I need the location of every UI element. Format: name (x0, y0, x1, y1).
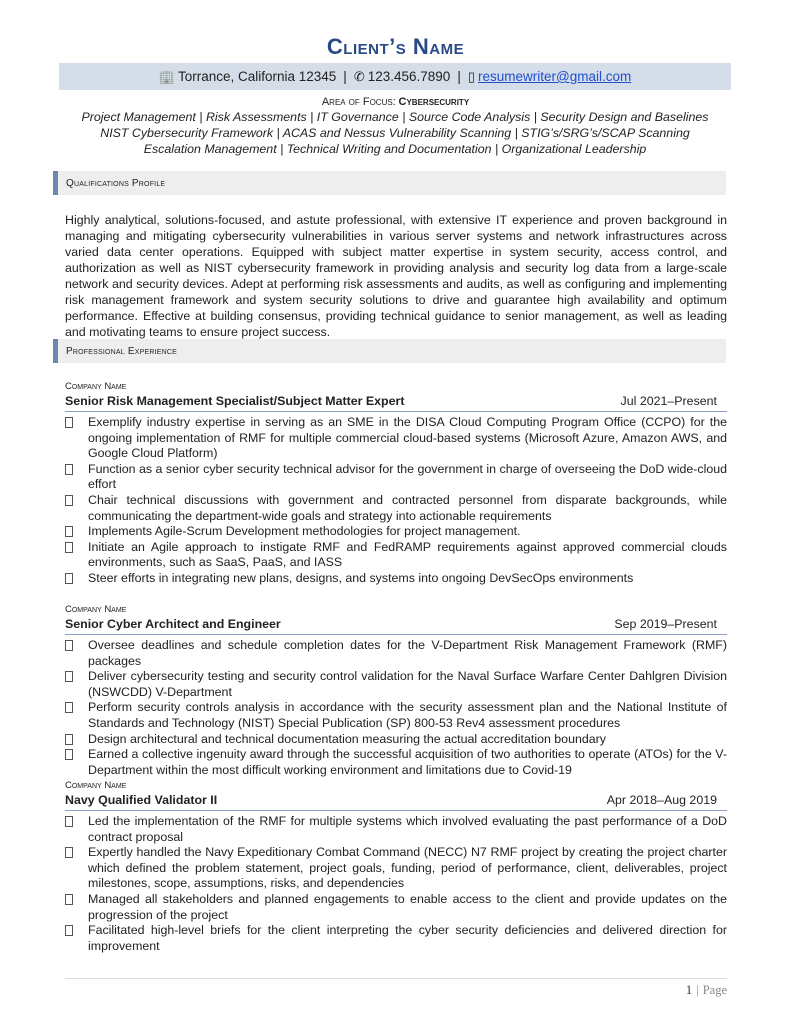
footer-separator: | (696, 983, 699, 997)
contact-separator: | (457, 69, 461, 84)
profile-summary: Highly analytical, solutions-focused, and astute professional, with extensive IT experience and proven background in managing and mitigating cybersecurity vulnerabilities in various server systems and network infrastructures across varied data center operations. Equipped with subject matter expertise in system security, access control, and authorization as well as NIST cybersecurity framework in providing analysis and security log data from a large-scale network and security devices. Adept at performing risk assessments and audits, as well as configuring and implementing risk management framework and system security solutions to drive and guarantee high availability and optimum performance. Effective at building consensus, providing technical guidance to senior management, as well as leading and motivating teams to ensure project success. (65, 213, 727, 339)
bullet-icon (65, 671, 73, 682)
list-item: Design architectural and technical documentation measuring the actual accreditation boundary (65, 732, 727, 748)
bullet-icon (65, 464, 73, 475)
list-item: Exemplify industry expertise in serving as an SME in the DISA Cloud Computing Program Office (CCPO) for the ongoing implementation of RMF for multiple commercial cloud-based systems (Microsoft Azure, Amazon AWS, and Google Cloud Platform) (65, 415, 727, 462)
list-item: Deliver cybersecurity testing and security control validation for the Naval Surface Warfare Center Dahlgren Division (NSWCDD) V-Department (65, 669, 727, 700)
list-item: Earned a collective ingenuity award through the successful acquisition of two authorities to operate (ATOs) for the V-Department within the most difficult working environment and limitations due to Covid-19 (65, 747, 727, 778)
company-name: Company Name (65, 604, 127, 615)
list-item: Expertly handled the Navy Expeditionary Combat Command (NECC) N7 RMF project by creating the project charter which defined the problem statement, project goals, funding, period of performance, client, deliverables, project milestones, scope, assumptions, risks, and dependencies (65, 845, 727, 892)
bullet-icon (65, 816, 73, 827)
job-title: Senior Risk Management Specialist/Subject Matter Expert (65, 394, 405, 408)
section-qualifications-profile (53, 171, 726, 195)
bullet-icon (65, 702, 73, 713)
job-entry (65, 780, 727, 954)
bullet-icon (65, 640, 73, 651)
page-number: 1 (685, 983, 693, 997)
job-bullets (65, 415, 727, 587)
company-name: Company Name (65, 381, 127, 392)
job-title-row (65, 793, 727, 811)
list-item: Steer efforts in integrating new plans, designs, and systems into ongoing DevSecOps environments (65, 571, 727, 587)
section-accent-bar (53, 171, 58, 195)
area-of-focus (0, 96, 791, 108)
job-dates: Jul 2021–Present (620, 394, 717, 408)
contact-bar (59, 63, 731, 90)
list-item: Function as a senior cyber security technical advisor for the government in charge of overseeing the DoD wide-cloud effort (65, 462, 727, 493)
phone-text: 123.456.7890 (367, 69, 451, 84)
job-title: Senior Cyber Architect and Engineer (65, 617, 281, 631)
list-item: Perform security controls analysis in accordance with the security assessment plan and the National Institute of Standards and Technology (NIST) Special Publication (SP) 800-53 Rev4 assessment procedures (65, 700, 727, 731)
section-professional-experience (53, 339, 726, 363)
job-entry (65, 381, 727, 587)
job-title: Navy Qualified Validator II (65, 793, 218, 807)
footer-divider (65, 978, 727, 979)
job-dates: Apr 2018–Aug 2019 (606, 793, 717, 807)
bullet-icon (65, 417, 73, 428)
list-item: Implements Agile-Scrum Development methodologies for project management. (65, 524, 727, 540)
section-accent-bar (53, 339, 58, 363)
list-item: Initiate an Agile approach to instigate RMF and FedRAMP requirements against approved commercial clouds environments, such as SaaS, PaaS, and IASS (65, 540, 727, 571)
bullet-icon (65, 542, 73, 553)
section-title: Professional Experience (66, 345, 177, 357)
email-icon: ▯ (467, 68, 475, 84)
skills-line: Escalation Management | Technical Writing and Documentation | Organizational Leadership (143, 142, 647, 156)
list-item: Oversee deadlines and schedule completion dates for the V-Department Risk Management Framework (RMF) packages (65, 638, 727, 669)
job-bullets (65, 814, 727, 954)
building-icon: 🏢 (158, 68, 175, 84)
skills-line: Project Management | Risk Assessments | IT Governance | Source Code Analysis | Security Design and Baselines (81, 110, 709, 124)
section-title: Qualifications Profile (66, 177, 166, 189)
company-name: Company Name (65, 780, 127, 791)
job-entry (65, 604, 727, 778)
contact-separator: | (343, 69, 347, 84)
focus-value: Cybersecurity (398, 96, 470, 108)
job-bullets (65, 638, 727, 778)
bullet-icon (65, 749, 73, 760)
phone-icon: ✆ (353, 68, 365, 84)
location-text: Torrance, California 12345 (177, 69, 337, 84)
client-name: Client’s Name (326, 34, 465, 59)
bullet-icon (65, 495, 73, 506)
email-link[interactable]: resumewriter@gmail.com (477, 69, 632, 84)
list-item: Managed all stakeholders and planned engagements to enable access to the client and provide updates on the progression of the project (65, 892, 727, 923)
bullet-icon (65, 894, 73, 905)
skills-list (60, 109, 730, 157)
job-title-row (65, 617, 727, 635)
page-label: Page (702, 983, 727, 997)
focus-label: Area of Focus: (321, 96, 396, 108)
list-item: Led the implementation of the RMF for multiple systems which involved evaluating the past performance of a DoD contract proposal (65, 814, 727, 845)
list-item: Chair technical discussions with government and contracted personnel from disparate backgrounds, while communicating the department-wide goals and strategy into actionable requirements (65, 493, 727, 524)
bullet-icon (65, 526, 73, 537)
skills-line: NIST Cybersecurity Framework | ACAS and Nessus Vulnerability Scanning | STIG’s/SRG’s/SCAP Scanning (100, 126, 690, 140)
bullet-icon (65, 573, 73, 584)
job-title-row (65, 394, 727, 412)
page-footer (686, 983, 727, 998)
list-item: Facilitated high-level briefs for the client interpreting the cyber security deficiencies and delivered direction for improvement (65, 923, 727, 954)
bullet-icon (65, 925, 73, 936)
bullet-icon (65, 847, 73, 858)
job-dates: Sep 2019–Present (614, 617, 717, 631)
bullet-icon (65, 734, 73, 745)
